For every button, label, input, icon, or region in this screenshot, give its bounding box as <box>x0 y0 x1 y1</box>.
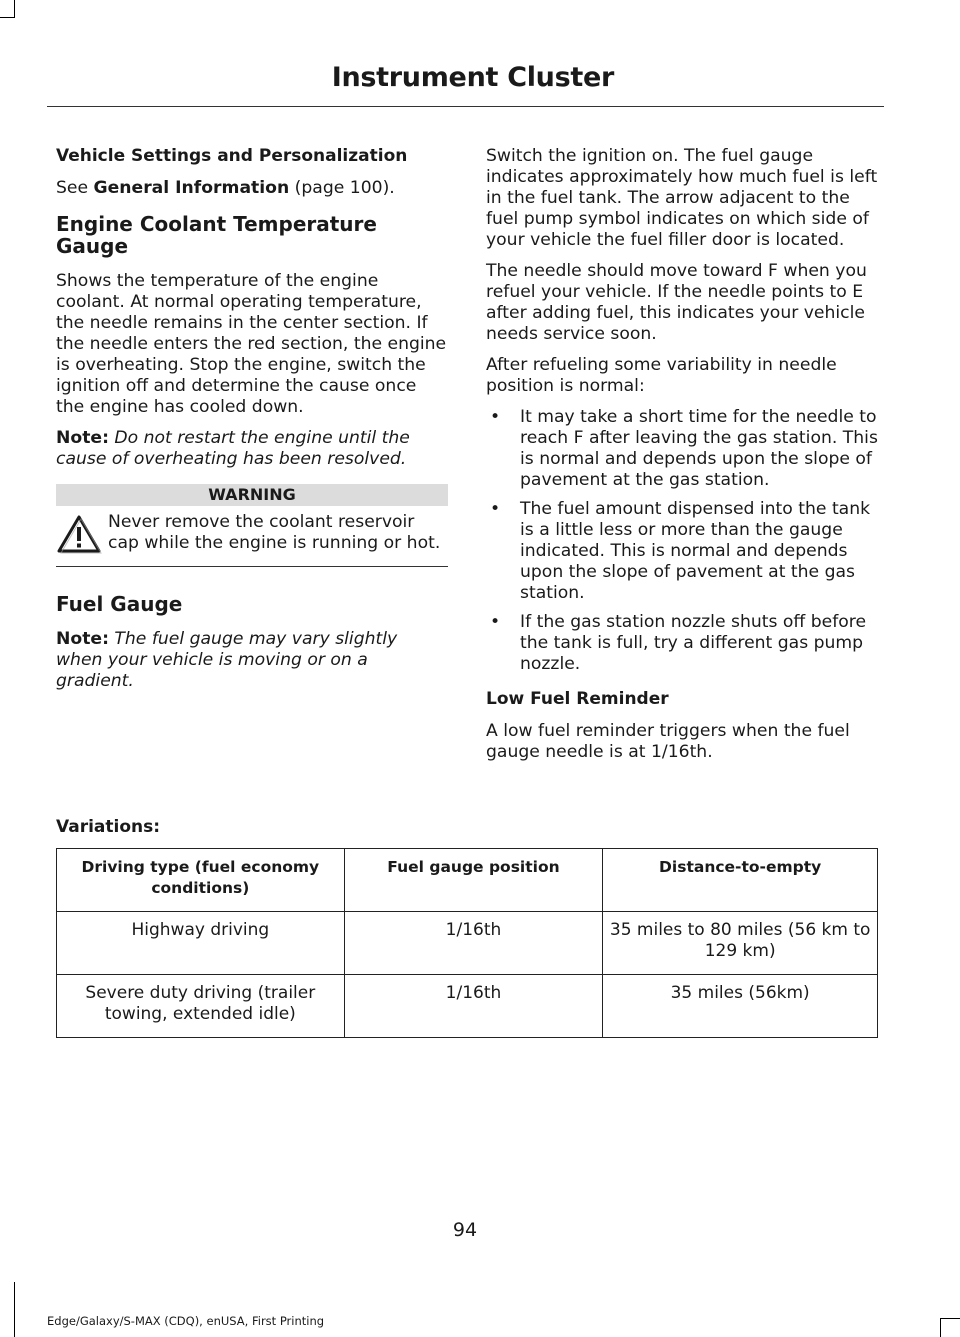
see-reference <box>56 178 448 199</box>
warning-heading: WARNING <box>56 484 448 506</box>
table-cell: 1/16th <box>344 975 603 1038</box>
note-text: The fuel gauge may vary slightly when your vehicle is moving or on a gradient. <box>56 629 398 691</box>
warning-triangle-icon <box>56 514 102 554</box>
edition-footer: Edge/Galaxy/S-MAX (CDQ), enUSA, First Printing <box>47 1314 325 1328</box>
warning-body <box>56 506 448 567</box>
note-text: Do not restart the engine until the cause of overheating has been resolved. <box>56 428 410 469</box>
left-column <box>56 146 448 702</box>
list-item: • The fuel amount dispensed into the tank is a little less or more than the gauge indicated. This is normal and depends upon the slope of pavement at the gas station. <box>486 499 880 604</box>
coolant-text: Shows the temperature of the engine coolant. At normal operating temperature, the needle remains in the center section. If the needle enters the red section, the engine is overheating. Stop the engine, switch the ignition off and determine the cause once the engine has cooled down. <box>56 271 447 417</box>
column-header-fuel-gauge-position: Fuel gauge position <box>344 849 603 912</box>
table-cell: 35 miles (56km) <box>603 975 878 1038</box>
fuel-refuel-text: The needle should move toward F when you refuel your vehicle. If the needle points to E after adding fuel, this indicates your vehicle needs service soon. <box>486 261 867 344</box>
coolant-heading: Engine Coolant Temperature Gauge <box>56 212 377 258</box>
list-item: • It may take a short time for the needle to reach F after leaving the gas station. This is normal and depends upon the slope of pavement at the gas station. <box>486 407 880 491</box>
page-number: 94 <box>452 1219 478 1241</box>
variability-list <box>486 407 880 675</box>
note-fuel-gauge <box>56 629 448 692</box>
see-suffix: (page 100). <box>289 178 395 198</box>
crop-mark-top-left-h <box>0 17 15 18</box>
general-information-link[interactable]: General Information <box>93 178 290 198</box>
variations-table <box>56 848 878 1038</box>
table-cell: Highway driving <box>57 912 345 975</box>
see-prefix: See <box>56 178 94 198</box>
variability-intro: After refueling some variability in needle position is normal: <box>486 355 837 396</box>
fuel-gauge-intro: Switch the ignition on. The fuel gauge indicates approximately how much fuel is left in the fuel tank. The arrow adjacent to the fuel pump symbol indicates on which side of your vehicle the fuel filler door is located. <box>486 146 878 250</box>
crop-mark-top-left-v <box>14 0 15 17</box>
table-row <box>57 912 878 975</box>
fuel-gauge-heading: Fuel Gauge <box>56 592 183 616</box>
warning-text: Never remove the coolant reservoir cap while the engine is running or hot. <box>108 512 441 553</box>
table-cell: 1/16th <box>344 912 603 975</box>
warning-box <box>56 484 448 567</box>
table-cell: Severe duty driving (trailer towing, extended idle) <box>57 975 345 1038</box>
variations-label: Variations: <box>56 817 161 837</box>
column-header-driving-type: Driving type (fuel economy conditions) <box>57 849 345 912</box>
crop-mark-bottom-right-h <box>940 1318 960 1319</box>
low-fuel-heading: Low Fuel Reminder <box>486 689 669 709</box>
crop-mark-bottom-right-v <box>940 1318 941 1337</box>
page-title: Instrument Cluster <box>331 62 614 93</box>
low-fuel-text: A low fuel reminder triggers when the fuel gauge needle is at 1/16th. <box>486 721 850 762</box>
table-cell: 35 miles to 80 miles (56 km to 129 km) <box>603 912 878 975</box>
crop-mark-bottom-left-v <box>14 1282 15 1337</box>
table-row <box>57 975 878 1038</box>
column-header-distance-to-empty: Distance-to-empty <box>603 849 878 912</box>
header-divider <box>47 106 884 107</box>
vehicle-settings-heading: Vehicle Settings and Personalization <box>56 146 408 166</box>
list-item: • If the gas station nozzle shuts off before the tank is full, try a different gas pump nozzle. <box>486 612 880 675</box>
note-label: Note: <box>56 629 109 649</box>
right-column <box>486 146 880 773</box>
note-overheating <box>56 428 448 470</box>
table-header-row <box>57 849 878 912</box>
note-label: Note: <box>56 428 109 448</box>
